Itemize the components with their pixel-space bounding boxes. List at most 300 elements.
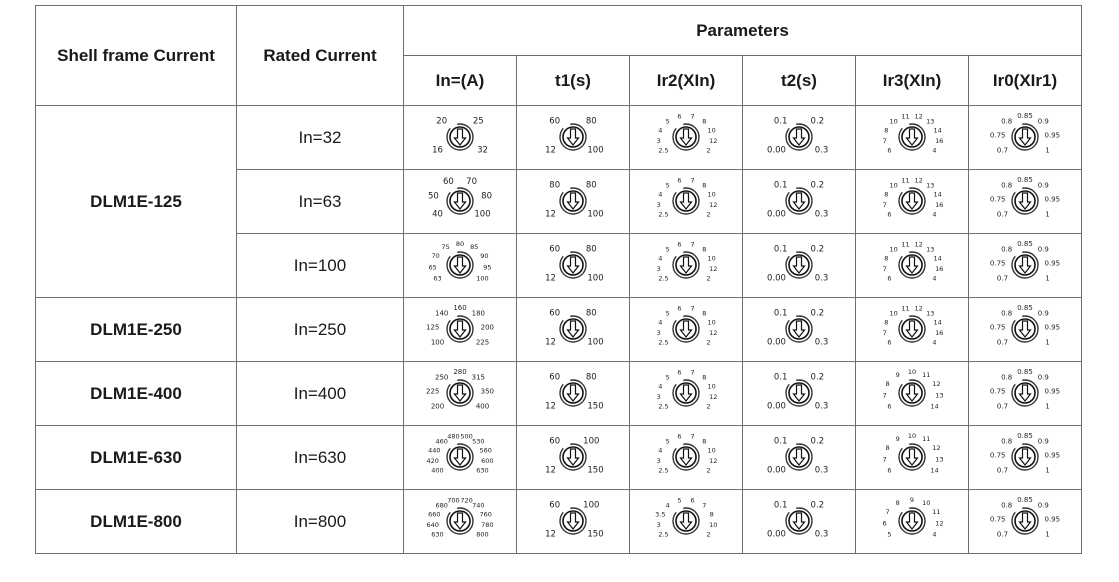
dial-cell [743,298,856,362]
dial-scale-label: 60 [549,116,561,127]
rotary-dial[interactable] [523,494,623,550]
dial-scale-label: 10 [889,309,898,318]
rotary-dial[interactable] [636,174,736,230]
dial-scale-label: 14 [933,317,942,326]
dial-scale-label: 5 [665,309,670,318]
rotary-dial[interactable] [862,494,962,550]
dial-scale-label: 13 [926,309,935,318]
dial-scale-label: 60 [549,244,561,255]
rotary-dial[interactable] [749,302,849,358]
dial-scale-label: 1 [1045,530,1050,539]
dial-scale-label: 0.1 [773,116,788,127]
dial-scale-label: 0.00 [767,145,786,156]
dial-scale-label: 2.5 [658,274,669,283]
dial-scale-label: 16 [432,145,443,156]
dial-scale-label: 3.5 [655,509,666,518]
dial-scale-label: 16 [935,200,944,209]
dial-scale-label: 100 [587,145,604,156]
rotary-dial[interactable] [862,430,962,486]
rotary-dial[interactable] [862,238,962,294]
dial-scale-label: 640 [426,520,439,529]
dial-scale-label: 2.5 [658,146,669,155]
rotary-dial[interactable] [523,302,623,358]
dial-cell [404,362,517,426]
rotary-dial[interactable] [749,366,849,422]
dial-scale-label: 0.2 [810,244,825,255]
dial-scale-label: 0.3 [814,145,829,156]
dial-scale-label: 250 [435,373,449,382]
dial-scale-label: 6 [887,402,892,411]
header-shell-frame: Shell frame Current [36,6,237,106]
dial-scale-label: 13 [935,390,944,399]
dial-scale-label: 5 [887,530,892,539]
dial-scale-label: 2 [706,146,711,155]
rotary-dial[interactable] [975,494,1075,550]
shell-frame-cell: DLM1E-250 [36,298,237,362]
dial-scale-label: 8 [884,253,889,262]
dial-scale-label: 10 [922,498,931,507]
dial-scale-label: 100 [430,338,445,347]
dial-scale-label: 2 [706,402,711,411]
dial-scale-label: 80 [585,308,597,319]
dial-scale-label: 350 [480,386,494,395]
dial-scale-label: 10 [707,317,716,326]
dial-scale-label: 0.8 [1001,245,1013,254]
dial-cell [517,490,630,554]
dial-cell [630,362,743,426]
dial-scale-label: 0.7 [996,146,1009,155]
header-rated-current: Rated Current [237,6,404,106]
dial-scale-label: 0.1 [773,244,788,255]
dial-scale-label: 0.75 [989,450,1006,459]
dial-scale-label: 6 [887,146,892,155]
dial-scale-label: 12 [545,337,556,348]
dial-scale-label: 280 [453,367,467,376]
table-row [36,362,1082,426]
dial-scale-label: 10 [707,253,716,262]
dial-scale-label: 12 [545,273,556,284]
dial-cell [630,426,743,490]
dial-scale-label: 6 [677,368,682,377]
dial-cell [404,298,517,362]
dial-cell [969,234,1082,298]
dial-scale-label: 1 [1045,210,1050,219]
dial-scale-label: 11 [901,112,910,121]
dial-scale-label: 0.8 [1001,309,1013,318]
dial-scale-label: 12 [545,145,556,156]
table-row [36,298,1082,362]
dial-scale-label: 0.85 [1017,303,1033,312]
dial-scale-label: 6 [887,210,892,219]
dial-scale-label: 65 [428,262,437,271]
dial-scale-label: 11 [901,240,910,249]
dial-scale-label: 10 [889,181,898,190]
rotary-dial[interactable] [523,430,623,486]
rotary-dial[interactable] [975,110,1075,166]
dial-scale-label: 8 [885,379,890,388]
dial-scale-label: 60 [549,436,561,447]
header-parameters: Parameters [404,6,1082,56]
dial-scale-label: 10 [709,520,718,529]
rotary-dial[interactable] [975,302,1075,358]
dial-scale-label: 8 [702,437,707,446]
rotary-dial[interactable] [862,110,962,166]
dial-scale-label: 0.85 [1017,175,1033,184]
dial-scale-label: 800 [476,530,489,539]
dial-scale-label: 0.75 [989,386,1006,395]
dial-scale-label: 12 [709,200,718,209]
dial-cell [969,106,1082,170]
dial-scale-label: 11 [922,370,931,379]
rotary-dial[interactable] [410,174,510,230]
dial-scale-label: 315 [471,373,485,382]
dial-scale-label: 7 [882,454,887,463]
dial-scale-label: 5 [665,437,670,446]
dial-cell [969,426,1082,490]
dial-scale-label: 0.95 [1044,130,1061,139]
dial-scale-label: 0.7 [996,402,1009,411]
shell-frame-cell: DLM1E-125 [36,106,237,298]
dial-scale-label: 100 [587,337,604,348]
dial-cell [630,106,743,170]
dial-scale-label: 2 [706,466,711,475]
dial-scale-label: 0.00 [767,273,786,284]
dial-scale-label: 12 [545,401,556,412]
rotary-dial[interactable] [862,366,962,422]
rotary-dial[interactable] [410,110,510,166]
dial-scale-label: 400 [431,466,444,475]
rated-current-cell: In=63 [237,170,404,234]
header-col-ir0: Ir0(XIr1) [969,56,1082,106]
dial-scale-label: 8 [895,498,900,507]
dial-scale-label: 4 [932,274,937,283]
dial-scale-label: 630 [431,530,444,539]
dial-cell [969,298,1082,362]
rotary-dial[interactable] [636,110,736,166]
dial-scale-label: 0.9 [1037,181,1049,190]
rotary-dial[interactable] [410,494,510,550]
dial-scale-label: 9 [895,434,900,443]
dial-scale-label: 0.95 [1044,258,1061,267]
dial-scale-label: 0.3 [814,465,829,476]
dial-scale-label: 6 [677,304,682,313]
dial-scale-label: 0.2 [810,500,825,511]
dial-scale-label: 1 [1045,466,1050,475]
rotary-dial[interactable] [636,494,736,550]
dial-scale-label: 12 [709,328,718,337]
dial-scale-label: 8 [702,245,707,254]
dial-scale-label: 25 [472,116,484,127]
dial-scale-label: 12 [709,136,718,145]
dial-scale-label: 11 [922,434,931,443]
dial-scale-label: 0.95 [1044,194,1061,203]
dial-scale-label: 4 [658,445,663,454]
dial-scale-label: 10 [707,125,716,134]
rated-current-cell: In=400 [237,362,404,426]
rotary-dial[interactable] [410,238,510,294]
dial-scale-label: 70 [466,176,478,187]
rated-current-cell: In=100 [237,234,404,298]
dial-scale-label: 0.95 [1044,386,1061,395]
rotary-dial[interactable] [523,366,623,422]
dial-scale-label: 60 [549,372,561,383]
dial-scale-label: 4 [658,317,663,326]
dial-scale-label: 0.85 [1017,239,1033,248]
dial-scale-label: 0.85 [1017,495,1033,504]
dial-scale-label: 13 [935,454,944,463]
dial-scale-label: 780 [481,520,494,529]
dial-scale-label: 80 [549,180,561,191]
dial-scale-label: 0.3 [814,529,829,540]
rotary-dial[interactable] [410,430,510,486]
dial-scale-label: 0.9 [1037,245,1049,254]
dial-cell [743,490,856,554]
dial-cell [969,490,1082,554]
dial-scale-label: 740 [472,501,485,510]
dial-scale-label: 11 [901,304,910,313]
rated-current-cell: In=630 [237,426,404,490]
dial-scale-label: 40 [432,209,443,220]
dial-scale-label: 700 [447,496,460,505]
dial-cell [630,490,743,554]
rotary-dial[interactable] [410,366,510,422]
dial-scale-label: 160 [453,303,467,312]
dial-scale-label: 7 [690,368,695,377]
dial-scale-label: 12 [932,443,941,452]
rated-current-cell: In=32 [237,106,404,170]
dial-scale-label: 14 [933,189,942,198]
dial-scale-label: 80 [585,372,597,383]
dial-scale-label: 6 [677,176,682,185]
dial-scale-label: 12 [914,176,923,185]
dial-scale-label: 0.75 [989,194,1006,203]
dial-cell [856,490,969,554]
dial-scale-label: 6 [677,112,682,121]
rotary-dial[interactable] [523,110,623,166]
dial-scale-label: 0.3 [814,337,829,348]
dial-scale-label: 560 [479,445,492,454]
dial-scale-label: 2 [706,210,711,219]
rotary-dial[interactable] [975,238,1075,294]
dial-scale-label: 100 [476,274,489,283]
dial-scale-label: 4 [658,189,663,198]
dial-scale-label: 720 [460,496,473,505]
dial-scale-label: 0.75 [989,130,1006,139]
dial-scale-label: 8 [702,373,707,382]
dial-scale-label: 0.7 [996,210,1009,219]
table-body [36,106,1082,554]
dial-scale-label: 12 [545,209,556,220]
dial-scale-label: 12 [932,379,941,388]
dial-scale-label: 0.3 [814,401,829,412]
dial-cell [630,298,743,362]
dial-cell [856,234,969,298]
dial-scale-label: 10 [707,381,716,390]
dial-scale-label: 140 [435,309,449,318]
dial-scale-label: 1 [1045,274,1050,283]
dial-scale-label: 0.2 [810,308,825,319]
dial-scale-label: 100 [583,436,600,447]
dial-scale-label: 16 [935,264,944,273]
dial-scale-label: 7 [882,136,887,145]
rotary-dial[interactable] [636,366,736,422]
dial-scale-label: 400 [475,402,490,411]
dial-scale-label: 7 [690,112,695,121]
shell-frame-cell: DLM1E-400 [36,362,237,426]
dial-scale-label: 11 [901,176,910,185]
dial-scale-label: 4 [658,125,663,134]
dial-scale-label: 13 [926,181,935,190]
dial-scale-label: 0.1 [773,436,788,447]
dial-scale-label: 14 [930,402,939,411]
dial-cell [404,170,517,234]
dial-cell [517,298,630,362]
dial-cell [404,490,517,554]
rotary-dial[interactable] [749,174,849,230]
dial-scale-label: 420 [426,456,439,465]
dial-scale-label: 12 [545,465,556,476]
dial-scale-label: 125 [426,322,440,331]
dial-scale-label: 10 [707,189,716,198]
rotary-dial[interactable] [975,174,1075,230]
dial-scale-label: 10 [889,245,898,254]
dial-scale-label: 500 [460,432,473,441]
dial-scale-label: 2 [706,338,711,347]
dial-scale-label: 4 [932,210,937,219]
dial-scale-label: 4 [932,338,937,347]
dial-scale-label: 7 [702,501,707,510]
rotary-dial[interactable] [749,430,849,486]
dial-scale-label: 0.00 [767,337,786,348]
dial-scale-label: 63 [433,274,442,283]
dial-scale-label: 2.5 [658,338,669,347]
dial-scale-label: 2.5 [658,530,669,539]
dial-scale-label: 12 [545,529,556,540]
dial-scale-label: 80 [585,244,597,255]
dial-scale-label: 8 [709,509,714,518]
dial-scale-label: 14 [933,125,942,134]
dial-scale-label: 50 [427,190,439,201]
dial-scale-label: 1 [1045,402,1050,411]
dial-scale-label: 0.7 [996,274,1009,283]
dial-scale-label: 0.7 [996,338,1009,347]
dial-scale-label: 8 [884,317,889,326]
rotary-dial[interactable] [636,238,736,294]
dial-scale-label: 12 [914,112,923,121]
dial-scale-label: 0.8 [1001,373,1013,382]
rotary-dial[interactable] [862,302,962,358]
table-row [36,426,1082,490]
dial-cell [856,426,969,490]
dial-cell [517,170,630,234]
dial-scale-label: 80 [455,239,465,248]
rotary-dial[interactable] [749,110,849,166]
dial-scale-label: 3 [656,520,661,529]
dial-scale-label: 70 [431,251,440,260]
dial-scale-label: 3 [656,136,661,145]
rotary-dial[interactable] [749,494,849,550]
dial-scale-label: 680 [435,501,448,510]
dial-scale-label: 2 [706,530,711,539]
dial-scale-label: 6 [887,466,892,475]
dial-scale-label: 8 [702,117,707,126]
dial-scale-label: 80 [585,180,597,191]
dial-scale-label: 100 [587,209,604,220]
dial-cell [517,234,630,298]
dial-scale-label: 0.2 [810,180,825,191]
rotary-dial[interactable] [410,302,510,358]
rotary-dial[interactable] [636,430,736,486]
dial-cell [404,426,517,490]
dial-scale-label: 12 [914,240,923,249]
dial-scale-label: 2.5 [658,402,669,411]
dial-cell [743,426,856,490]
dial-scale-label: 60 [442,176,454,187]
rotary-dial[interactable] [975,430,1075,486]
dial-scale-label: 3 [656,392,661,401]
rotary-dial[interactable] [975,366,1075,422]
dial-scale-label: 60 [549,500,561,511]
dial-scale-label: 100 [587,273,604,284]
dial-scale-label: 8 [702,181,707,190]
dial-scale-label: 0.2 [810,116,825,127]
rated-current-cell: In=800 [237,490,404,554]
dial-scale-label: 0.8 [1001,181,1013,190]
dial-cell [517,106,630,170]
dial-scale-label: 100 [474,209,491,220]
dial-scale-label: 7 [690,432,695,441]
dial-scale-label: 0.95 [1044,450,1061,459]
dial-scale-label: 8 [884,189,889,198]
dial-scale-label: 6 [887,274,892,283]
rotary-dial[interactable] [523,238,623,294]
rotary-dial[interactable] [636,302,736,358]
dial-cell [743,106,856,170]
dial-scale-label: 32 [477,145,488,156]
dial-scale-label: 13 [926,245,935,254]
rotary-dial[interactable] [523,174,623,230]
dial-scale-label: 0.00 [767,465,786,476]
table-row [36,490,1082,554]
dial-scale-label: 0.75 [989,258,1006,267]
dial-scale-label: 0.1 [773,500,788,511]
dial-scale-label: 600 [481,456,494,465]
dial-scale-label: 12 [709,264,718,273]
dial-scale-label: 0.2 [810,436,825,447]
dial-scale-label: 4 [658,381,663,390]
dial-scale-label: 0.9 [1037,501,1049,510]
dial-scale-label: 0.9 [1037,309,1049,318]
rotary-dial[interactable] [749,238,849,294]
dial-scale-label: 16 [935,328,944,337]
dial-scale-label: 3 [656,200,661,209]
dial-scale-label: 14 [930,466,939,475]
dial-scale-label: 2 [706,274,711,283]
dial-scale-label: 13 [926,117,935,126]
shell-frame-cell: DLM1E-630 [36,426,237,490]
dial-scale-label: 0.8 [1001,501,1013,510]
dial-scale-label: 0.1 [773,180,788,191]
rotary-dial[interactable] [862,174,962,230]
dial-scale-label: 2.5 [658,466,669,475]
dial-scale-label: 10 [907,431,917,440]
dial-scale-label: 0.7 [996,530,1009,539]
dial-scale-label: 7 [690,176,695,185]
dial-scale-label: 85 [470,242,479,251]
dial-scale-label: 0.3 [814,209,829,220]
dial-scale-label: 0.1 [773,308,788,319]
dial-scale-label: 4 [932,530,937,539]
